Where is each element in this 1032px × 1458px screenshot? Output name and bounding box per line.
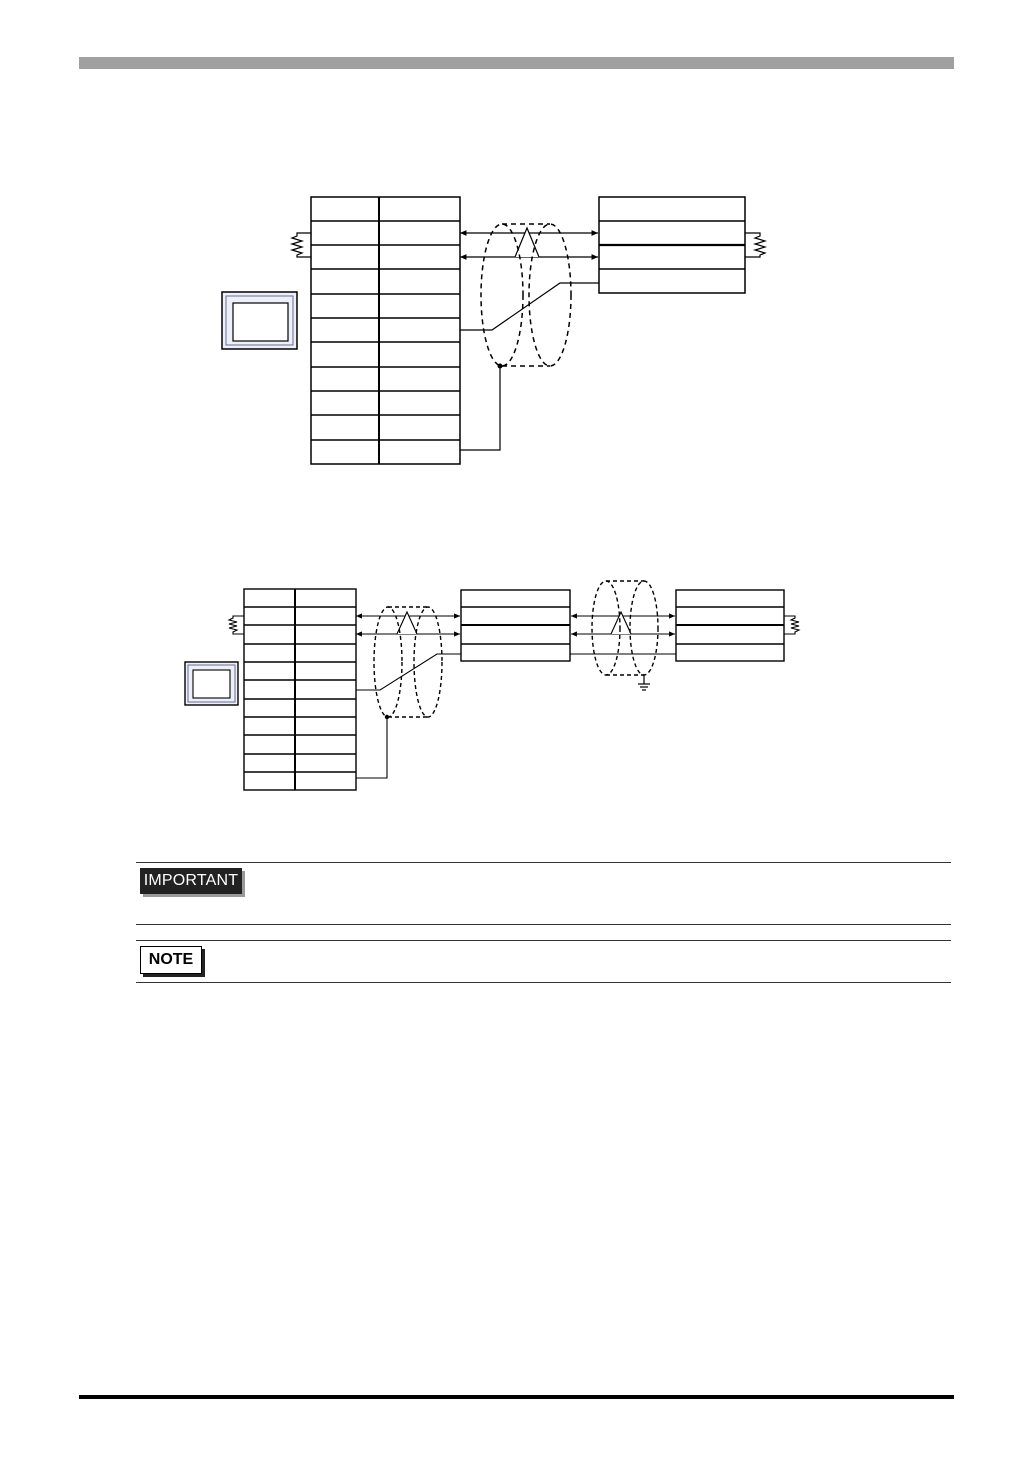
diagram-1 xyxy=(222,197,765,464)
shield-junction xyxy=(498,364,503,369)
twisted-pair-signal-lines-2b xyxy=(571,612,675,634)
middle-device-table xyxy=(461,590,570,661)
twisted-pair-signal-lines xyxy=(460,228,598,257)
device-terminal-table xyxy=(599,197,745,293)
termination-resistor-left xyxy=(292,233,311,257)
footer-rule xyxy=(79,1395,954,1399)
termination-resistor-right-2 xyxy=(784,616,799,634)
note-badge: NOTE xyxy=(140,946,202,974)
termination-resistor-right xyxy=(745,233,765,257)
shield-junction-2 xyxy=(385,715,389,719)
termination-resistor-left-2 xyxy=(229,616,244,634)
important-top-rule xyxy=(136,862,951,863)
display-unit-icon xyxy=(222,292,297,349)
twisted-pair-signal-lines-2a xyxy=(356,612,460,634)
ground-icon xyxy=(638,675,650,690)
display-unit-icon-2 xyxy=(185,662,238,705)
terminal-block-table xyxy=(311,197,460,464)
note-top-rule xyxy=(136,940,951,941)
signal-ground-line xyxy=(460,283,599,330)
diagram-2 xyxy=(185,581,799,790)
note-bottom-rule xyxy=(136,982,951,983)
end-device-table xyxy=(676,590,784,661)
frame-ground-line-2 xyxy=(356,717,387,778)
important-bottom-rule xyxy=(136,924,951,925)
important-badge: IMPORTANT xyxy=(140,868,242,894)
signal-ground-line-2a xyxy=(356,654,461,690)
terminal-block-table-2 xyxy=(244,589,356,790)
frame-ground-line xyxy=(460,366,500,450)
